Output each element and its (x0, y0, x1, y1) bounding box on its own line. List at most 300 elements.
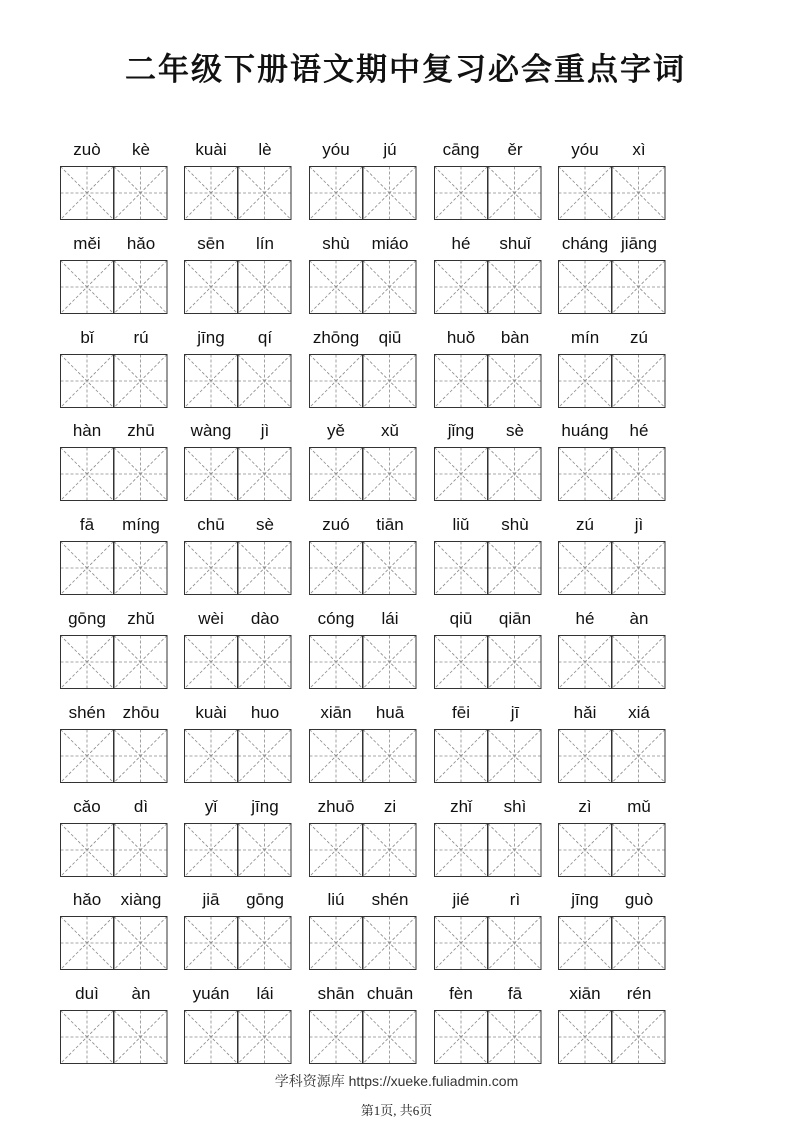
pinyin-label: yóu (322, 140, 350, 159)
pinyin-label: hàn (72, 421, 102, 441)
pinyin-label: hé (451, 233, 471, 253)
pinyin-label: zú (576, 515, 594, 535)
pinyin-label: hé (575, 609, 595, 628)
tianzige-cell[interactable] (114, 542, 167, 595)
tianzige-cell[interactable] (612, 823, 665, 876)
pinyin-label: qiū (378, 327, 402, 347)
writing-box-pair[interactable] (558, 729, 666, 783)
tianzige-cell[interactable] (559, 729, 612, 782)
word-item (434, 328, 542, 418)
word-item (184, 609, 292, 699)
writing-box-pair[interactable] (434, 354, 542, 408)
word-item (558, 890, 666, 980)
writing-box-pair[interactable] (309, 260, 417, 314)
writing-box-pair[interactable] (434, 447, 542, 501)
tianzige-cell[interactable] (61, 260, 114, 313)
word-item (558, 797, 666, 887)
tianzige-cell[interactable] (238, 823, 291, 876)
word-item (309, 234, 417, 324)
pinyin-label: lín (256, 233, 274, 253)
pinyin-label: guò (624, 890, 654, 910)
word-item (434, 609, 542, 699)
tianzige-cell[interactable] (488, 448, 541, 501)
word-item (184, 328, 292, 418)
pinyin-label: kè (132, 140, 150, 159)
tianzige-cell[interactable] (488, 167, 541, 220)
pinyin-label: zi (383, 796, 397, 816)
pinyin-label: duì (75, 984, 99, 1004)
pinyin-label: zuò (73, 140, 101, 159)
pinyin-label: zì (578, 796, 592, 816)
pinyin-label: zuó (322, 515, 350, 535)
pinyin-label: sè (506, 421, 524, 441)
word-item (309, 140, 417, 230)
tianzige-cell[interactable] (310, 729, 363, 782)
pinyin-label: xiá (628, 702, 650, 722)
tianzige-cell[interactable] (61, 542, 114, 595)
pinyin-label: shén (68, 702, 106, 722)
pinyin-label: liǔ (452, 515, 470, 535)
tianzige-cell[interactable] (114, 636, 167, 689)
pinyin-label: cóng (317, 609, 355, 628)
tianzige-cell[interactable] (488, 542, 541, 595)
page-title: 二年级下册语文期中复习必会重点字词 (125, 52, 686, 88)
pinyin-label: lè (258, 140, 272, 159)
pinyin-label: qiū (449, 609, 473, 628)
writing-box-pair[interactable] (558, 1010, 666, 1064)
word-item (60, 703, 168, 793)
pinyin-label: cǎo (73, 796, 101, 816)
tianzige-cell[interactable] (238, 729, 291, 782)
pinyin-label: fèn (449, 984, 473, 1004)
tianzige-cell[interactable] (185, 1011, 238, 1064)
writing-box-pair[interactable] (309, 729, 417, 783)
pinyin-label: měi (73, 233, 101, 253)
pinyin-label: míng (122, 515, 160, 535)
pinyin-label: lái (256, 984, 274, 1004)
pinyin-label: mín (570, 327, 600, 347)
tianzige-cell[interactable] (488, 354, 541, 407)
word-item (434, 703, 542, 793)
pinyin-label: kuài (195, 140, 227, 159)
writing-box-pair[interactable] (434, 635, 542, 689)
tianzige-cell[interactable] (559, 1011, 612, 1064)
pinyin-label: jiāng (621, 233, 657, 253)
pinyin-label: xiān (320, 702, 352, 722)
tianzige-cell[interactable] (61, 354, 114, 407)
pinyin-label: zhuō (317, 796, 355, 816)
word-item (558, 984, 666, 1074)
pinyin-label: hǎi (573, 702, 597, 722)
tianzige-cell[interactable] (488, 636, 541, 689)
pinyin-label: jì (260, 421, 270, 441)
tianzige-cell[interactable] (310, 354, 363, 407)
writing-box-pair[interactable] (309, 1010, 417, 1064)
writing-box-pair[interactable] (309, 541, 417, 595)
tianzige-cell[interactable] (310, 917, 363, 970)
tianzige-cell[interactable] (310, 448, 363, 501)
tianzige-cell[interactable] (559, 354, 612, 407)
writing-box-pair[interactable] (558, 260, 666, 314)
writing-box-pair[interactable] (434, 541, 542, 595)
word-item (60, 797, 168, 887)
tianzige-cell[interactable] (559, 917, 612, 970)
tianzige-cell[interactable] (185, 354, 238, 407)
tianzige-cell[interactable] (114, 260, 167, 313)
writing-box-pair[interactable] (558, 166, 666, 220)
tianzige-cell[interactable] (435, 354, 488, 407)
pinyin-label: zhōu (122, 702, 160, 722)
writing-box-pair[interactable] (184, 166, 292, 220)
word-item (184, 703, 292, 793)
writing-box-pair[interactable] (184, 541, 292, 595)
word-item (558, 703, 666, 793)
pinyin-label: mǔ (627, 796, 651, 816)
tianzige-cell[interactable] (363, 354, 416, 407)
word-item (60, 140, 168, 230)
tianzige-cell[interactable] (238, 917, 291, 970)
writing-box-pair[interactable] (558, 354, 666, 408)
pinyin-label: shù (322, 233, 350, 253)
tianzige-cell[interactable] (238, 354, 291, 407)
writing-box-pair[interactable] (434, 166, 542, 220)
writing-box-pair[interactable] (184, 635, 292, 689)
writing-box-pair[interactable] (184, 1010, 292, 1064)
tianzige-cell[interactable] (488, 917, 541, 970)
tianzige-cell[interactable] (238, 636, 291, 689)
tianzige-cell[interactable] (612, 542, 665, 595)
pinyin-label: huā (375, 702, 405, 722)
pinyin-label: chuān (366, 984, 414, 1004)
tianzige-cell[interactable] (612, 167, 665, 220)
tianzige-cell[interactable] (114, 167, 167, 220)
word-item (434, 515, 542, 605)
word-item (309, 984, 417, 1074)
pinyin-label: hǎo (126, 233, 156, 253)
writing-box-pair[interactable] (60, 916, 168, 970)
writing-box-pair[interactable] (60, 260, 168, 314)
tianzige-cell[interactable] (185, 917, 238, 970)
word-item (60, 984, 168, 1074)
tianzige-cell[interactable] (488, 729, 541, 782)
tianzige-cell[interactable] (61, 823, 114, 876)
tianzige-cell[interactable] (310, 636, 363, 689)
word-item (309, 515, 417, 605)
word-item (434, 234, 542, 324)
pinyin-label: àn (629, 609, 649, 628)
tianzige-cell[interactable] (559, 542, 612, 595)
tianzige-cell[interactable] (612, 636, 665, 689)
tianzige-cell[interactable] (435, 823, 488, 876)
writing-box-pair[interactable] (558, 823, 666, 877)
pinyin-label: xiān (569, 984, 601, 1004)
writing-box-pair[interactable] (60, 823, 168, 877)
tianzige-cell[interactable] (185, 823, 238, 876)
pinyin-label: xì (632, 140, 646, 159)
writing-box-pair[interactable] (184, 354, 292, 408)
writing-box-pair[interactable] (309, 166, 417, 220)
tianzige-cell[interactable] (559, 167, 612, 220)
tianzige-cell[interactable] (185, 448, 238, 501)
pinyin-label: zú (630, 327, 648, 347)
pinyin-label: gōng (68, 609, 106, 628)
pinyin-label: shì (503, 796, 527, 816)
tianzige-cell[interactable] (185, 542, 238, 595)
pinyin-label: qiān (498, 609, 532, 628)
pinyin-label: gōng (246, 890, 284, 910)
pinyin-label: cāng (442, 140, 480, 159)
tianzige-cell[interactable] (238, 448, 291, 501)
tianzige-cell[interactable] (435, 1011, 488, 1064)
pinyin-label: zhū (127, 421, 155, 441)
pinyin-label: zhǔ (127, 609, 155, 628)
word-item (184, 140, 292, 230)
word-item (309, 421, 417, 511)
word-item (309, 797, 417, 887)
pinyin-label: huo (250, 702, 280, 722)
writing-box-pair[interactable] (434, 916, 542, 970)
pinyin-label: shén (371, 890, 409, 910)
pinyin-label: wèi (198, 609, 224, 628)
pinyin-label: hǎo (72, 890, 102, 910)
writing-box-pair[interactable] (434, 1010, 542, 1064)
word-item (60, 515, 168, 605)
tianzige-cell[interactable] (363, 448, 416, 501)
word-item (60, 609, 168, 699)
word-item (60, 421, 168, 511)
tianzige-cell[interactable] (435, 636, 488, 689)
tianzige-cell[interactable] (310, 823, 363, 876)
pinyin-label: shù (501, 515, 529, 535)
word-item (60, 234, 168, 324)
pinyin-label: chū (197, 515, 225, 535)
pinyin-label: jī (510, 702, 520, 722)
tianzige-cell[interactable] (61, 448, 114, 501)
pinyin-label: zhōng (312, 327, 360, 347)
pinyin-label: qí (257, 327, 273, 347)
tianzige-cell[interactable] (185, 729, 238, 782)
tianzige-cell[interactable] (238, 260, 291, 313)
pinyin-label: shuǐ (499, 233, 531, 253)
pinyin-label: yě (327, 421, 345, 441)
writing-box-pair[interactable] (558, 916, 666, 970)
word-item (60, 890, 168, 980)
writing-box-pair[interactable] (184, 447, 292, 501)
tianzige-cell[interactable] (488, 260, 541, 313)
writing-box-pair[interactable] (184, 823, 292, 877)
pinyin-label: bàn (500, 327, 530, 347)
tianzige-cell[interactable] (310, 260, 363, 313)
tianzige-cell[interactable] (435, 917, 488, 970)
word-item (184, 421, 292, 511)
writing-box-pair[interactable] (60, 447, 168, 501)
pinyin-label: fēi (452, 702, 470, 722)
word-item (184, 515, 292, 605)
writing-box-pair[interactable] (434, 729, 542, 783)
footer-site: 学科资源库 https://xueke.fuliadmin.com (274, 1073, 519, 1089)
pinyin-label: liú (327, 890, 345, 910)
writing-box-pair[interactable] (558, 635, 666, 689)
pinyin-label: jiā (202, 890, 220, 910)
word-item (558, 515, 666, 605)
pinyin-label: cháng (561, 233, 609, 253)
writing-box-pair[interactable] (184, 260, 292, 314)
pinyin-label: fā (79, 515, 95, 535)
writing-box-pair[interactable] (60, 1010, 168, 1064)
writing-box-pair[interactable] (60, 729, 168, 783)
tianzige-cell[interactable] (363, 167, 416, 220)
tianzige-cell[interactable] (61, 636, 114, 689)
tianzige-cell[interactable] (612, 448, 665, 501)
pinyin-label: fā (507, 984, 523, 1004)
tianzige-cell[interactable] (61, 917, 114, 970)
tianzige-cell[interactable] (310, 167, 363, 220)
tianzige-cell[interactable] (435, 448, 488, 501)
tianzige-cell[interactable] (238, 1011, 291, 1064)
pinyin-label: rú (133, 327, 149, 347)
word-item (434, 984, 542, 1074)
tianzige-cell[interactable] (363, 823, 416, 876)
writing-box-pair[interactable] (60, 166, 168, 220)
pinyin-label: yuán (192, 984, 230, 1004)
pinyin-label: bǐ (80, 327, 94, 347)
writing-box-pair[interactable] (184, 916, 292, 970)
pinyin-label: miáo (371, 233, 409, 253)
word-item (434, 421, 542, 511)
tianzige-cell[interactable] (310, 542, 363, 595)
pinyin-label: jú (383, 140, 397, 159)
tianzige-cell[interactable] (185, 167, 238, 220)
writing-box-pair[interactable] (184, 729, 292, 783)
pinyin-label: dì (133, 796, 149, 816)
pinyin-label: sè (256, 515, 274, 535)
tianzige-cell[interactable] (310, 1011, 363, 1064)
writing-box-pair[interactable] (60, 541, 168, 595)
word-item (558, 328, 666, 418)
pinyin-label: tiān (376, 515, 404, 535)
pinyin-label: yǐ (204, 796, 218, 816)
tianzige-cell[interactable] (435, 542, 488, 595)
tianzige-cell[interactable] (435, 167, 488, 220)
word-item (184, 890, 292, 980)
writing-box-pair[interactable] (309, 916, 417, 970)
pinyin-label: jīng (251, 796, 279, 816)
word-item (60, 328, 168, 418)
pinyin-label: lái (381, 609, 399, 628)
tianzige-cell[interactable] (363, 542, 416, 595)
pinyin-label: rì (509, 890, 521, 910)
tianzige-cell[interactable] (559, 260, 612, 313)
tianzige-cell[interactable] (114, 1011, 167, 1064)
tianzige-cell[interactable] (488, 1011, 541, 1064)
tianzige-cell[interactable] (61, 167, 114, 220)
tianzige-cell[interactable] (559, 636, 612, 689)
tianzige-cell[interactable] (612, 917, 665, 970)
writing-box-pair[interactable] (558, 447, 666, 501)
pinyin-label: jǐng (447, 421, 475, 441)
word-item (184, 984, 292, 1074)
pinyin-label: jīng (197, 327, 225, 347)
tianzige-cell[interactable] (114, 448, 167, 501)
tianzige-cell[interactable] (435, 260, 488, 313)
tianzige-cell[interactable] (363, 1011, 416, 1064)
tianzige-cell[interactable] (114, 354, 167, 407)
tianzige-cell[interactable] (238, 167, 291, 220)
tianzige-cell[interactable] (363, 729, 416, 782)
pinyin-label: àn (131, 984, 151, 1004)
pinyin-label: jié (452, 890, 470, 910)
word-item (434, 140, 542, 230)
tianzige-cell[interactable] (559, 448, 612, 501)
tianzige-cell[interactable] (612, 1011, 665, 1064)
writing-box-pair[interactable] (434, 260, 542, 314)
word-item (434, 890, 542, 980)
tianzige-cell[interactable] (488, 823, 541, 876)
tianzige-cell[interactable] (612, 354, 665, 407)
tianzige-cell[interactable] (612, 729, 665, 782)
pinyin-label: sēn (197, 233, 225, 253)
writing-box-pair[interactable] (60, 635, 168, 689)
tianzige-cell[interactable] (114, 917, 167, 970)
tianzige-cell[interactable] (61, 729, 114, 782)
word-item (558, 421, 666, 511)
tianzige-cell[interactable] (61, 1011, 114, 1064)
pinyin-label: huǒ (446, 327, 476, 347)
pinyin-label: kuài (195, 702, 227, 722)
tianzige-cell[interactable] (238, 542, 291, 595)
word-item (309, 890, 417, 980)
writing-box-pair[interactable] (309, 823, 417, 877)
pinyin-label: xǔ (381, 421, 399, 441)
pinyin-label: shān (317, 984, 355, 1004)
word-item (184, 797, 292, 887)
writing-box-pair[interactable] (309, 354, 417, 408)
pinyin-label: yóu (571, 140, 599, 159)
pinyin-label: dào (250, 609, 280, 628)
word-item (309, 703, 417, 793)
tianzige-cell[interactable] (559, 823, 612, 876)
writing-box-pair[interactable] (309, 447, 417, 501)
tianzige-cell[interactable] (363, 260, 416, 313)
tianzige-cell[interactable] (612, 260, 665, 313)
pinyin-label: zhǐ (450, 796, 472, 816)
word-item (184, 234, 292, 324)
tianzige-cell[interactable] (363, 917, 416, 970)
word-item (309, 609, 417, 699)
word-item (558, 234, 666, 324)
writing-box-pair[interactable] (434, 823, 542, 877)
tianzige-cell[interactable] (435, 729, 488, 782)
tianzige-cell[interactable] (114, 729, 167, 782)
tianzige-cell[interactable] (185, 636, 238, 689)
word-item (558, 609, 666, 699)
writing-box-pair[interactable] (60, 354, 168, 408)
word-item (434, 797, 542, 887)
pinyin-label: huáng (561, 421, 609, 441)
writing-box-pair[interactable] (558, 541, 666, 595)
tianzige-cell[interactable] (114, 823, 167, 876)
writing-box-pair[interactable] (309, 635, 417, 689)
word-item (309, 328, 417, 418)
word-item (558, 140, 666, 230)
pinyin-label: jīng (571, 890, 599, 910)
tianzige-cell[interactable] (185, 260, 238, 313)
pinyin-label: xiàng (120, 890, 162, 910)
pinyin-label: rén (626, 984, 652, 1004)
pinyin-label: hé (629, 421, 649, 441)
tianzige-cell[interactable] (363, 636, 416, 689)
pinyin-label: jì (634, 515, 644, 535)
